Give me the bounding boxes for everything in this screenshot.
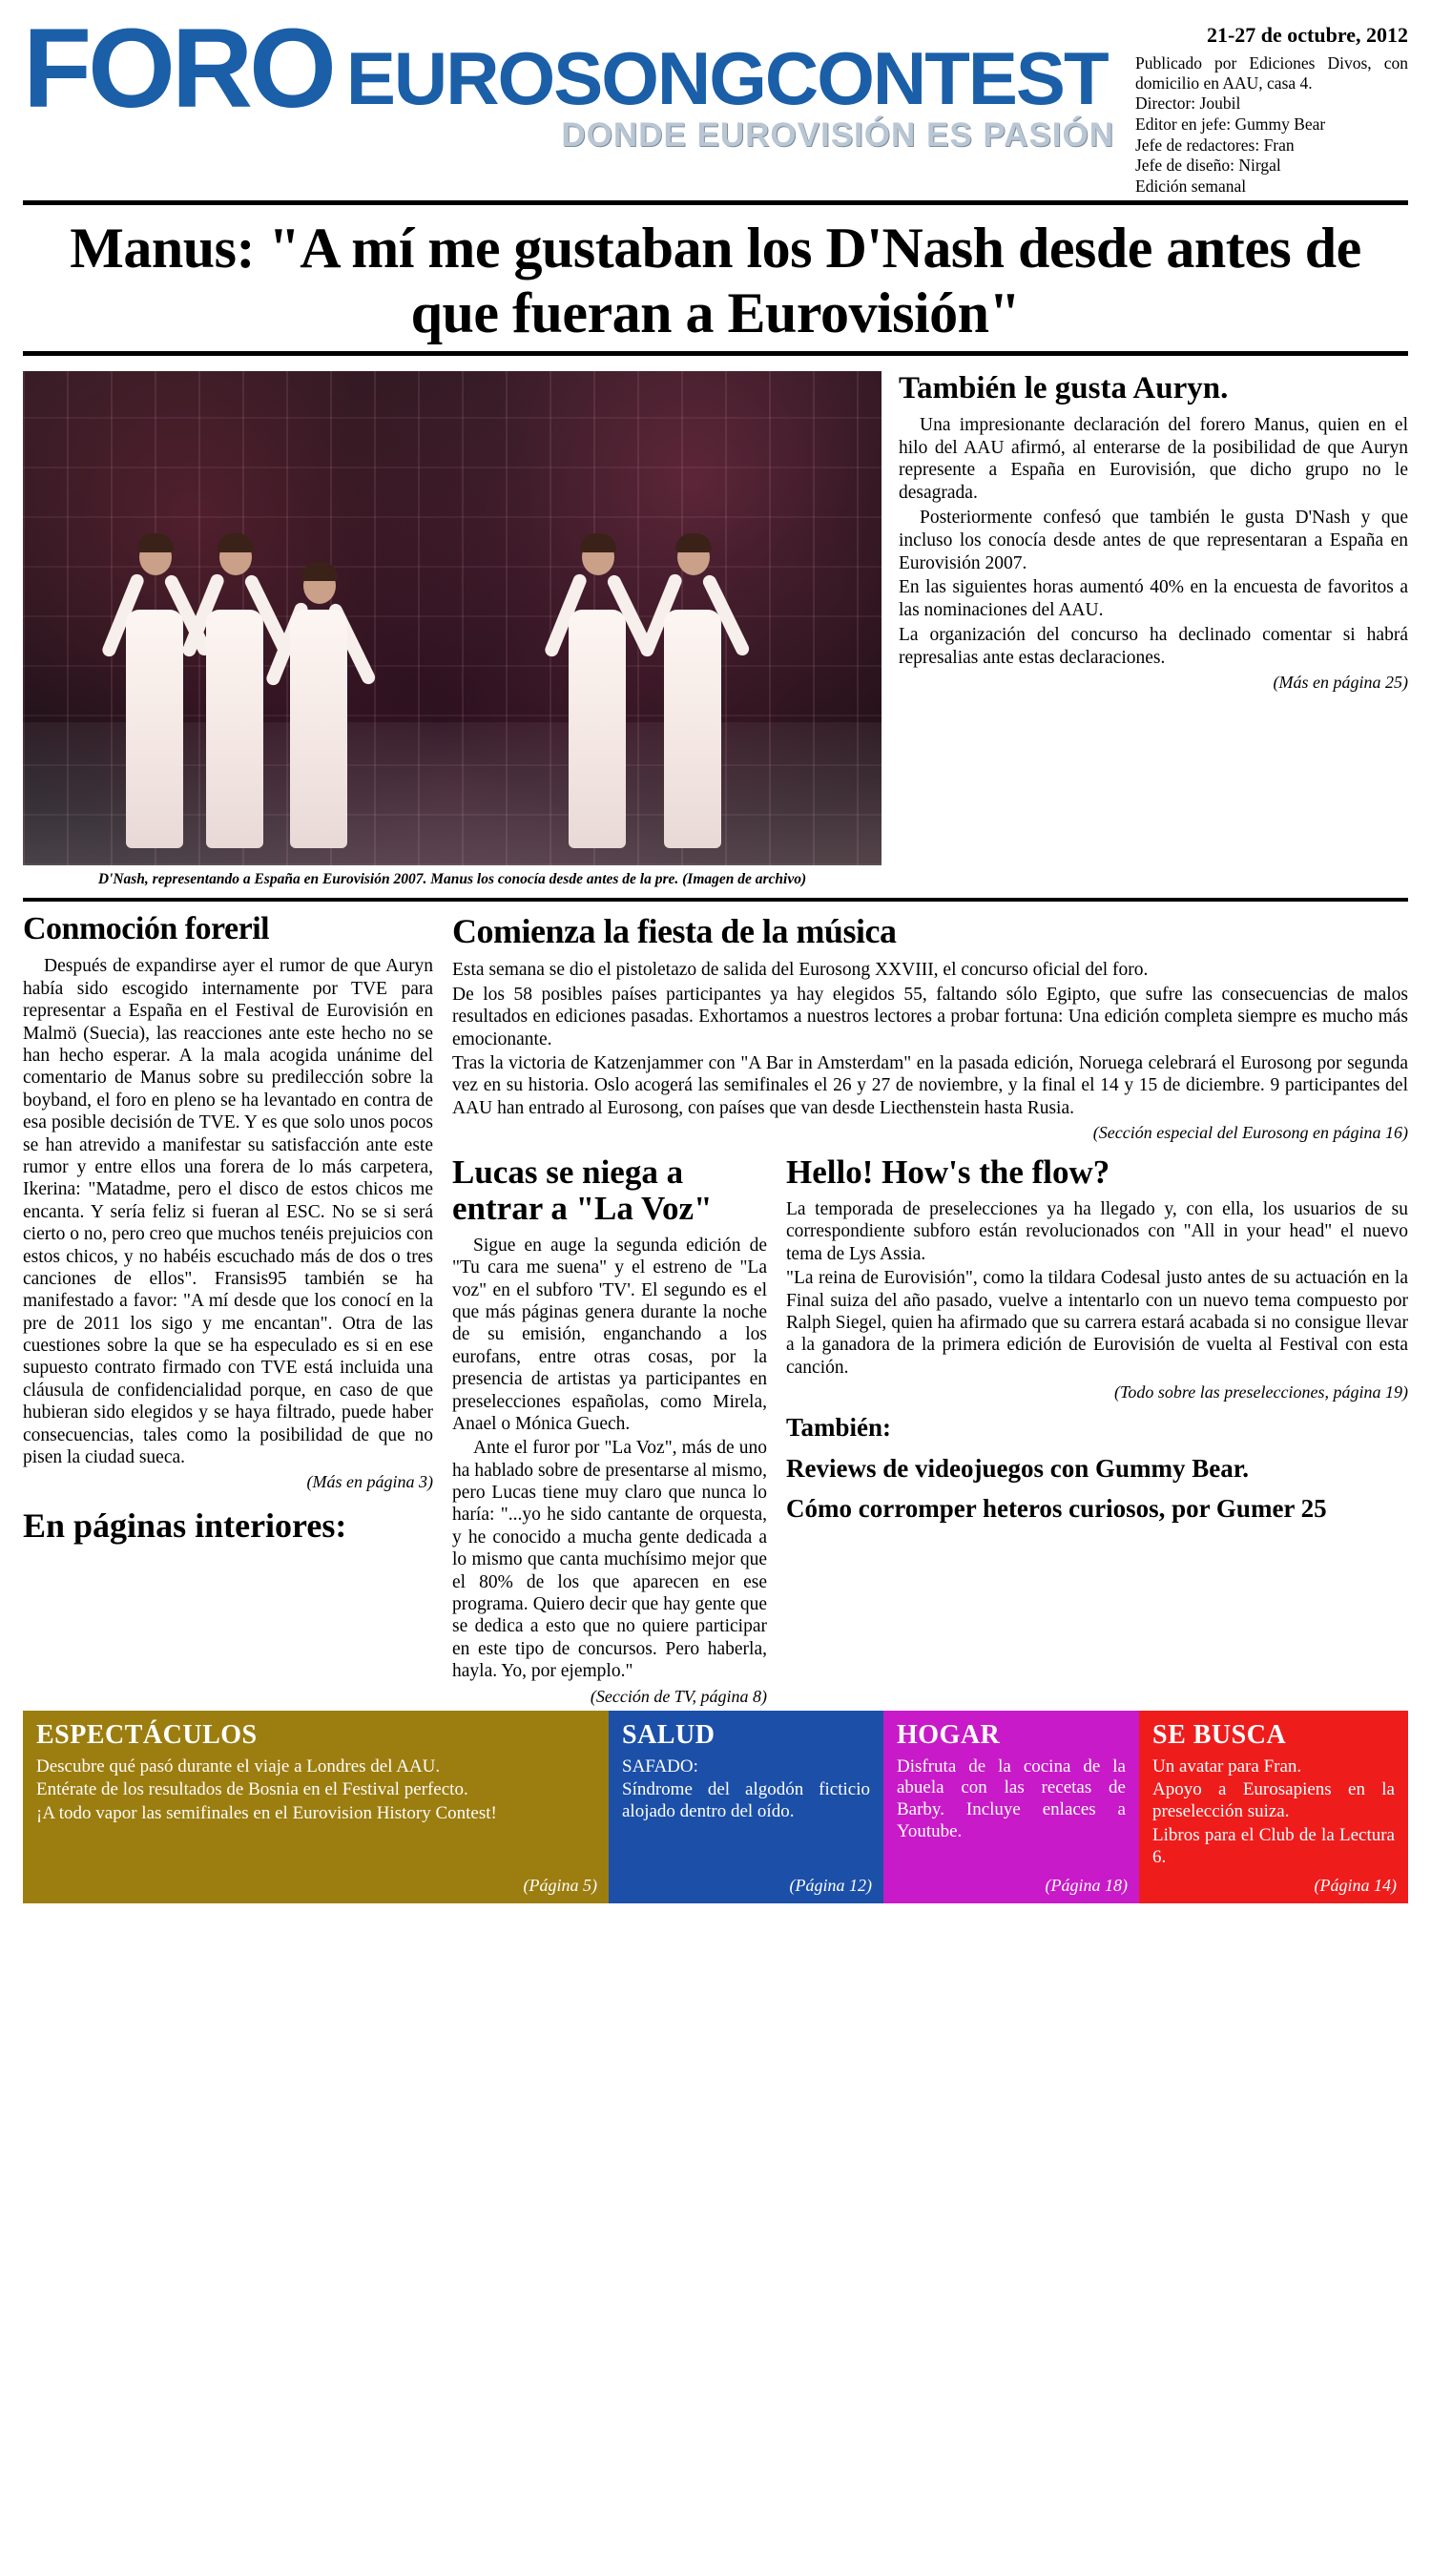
interior-pages-heading: En páginas interiores: (23, 1506, 347, 1546)
paragraph: Tras la victoria de Katzenjammer con "A Bar in Amsterdam" en la pasada edición, Noruega celebrará el Eurosong por segunda vez en su historia. Oslo acogerá las semifinales el 26 y 27 de noviembre, y la final el 14 y 15 de diciembre. 9 participantes del AAU han entrado al Eurosong, con países que van desde Liecthenstein hasta Rusia. (452, 1053, 1408, 1118)
hello-title: Hello! How's the flow? (786, 1153, 1110, 1192)
lucas-more-link[interactable]: (Sección de TV, página 8) (590, 1686, 767, 1706)
masthead (23, 6, 1408, 205)
box-title: HOGAR (897, 1719, 1001, 1750)
box-title: SE BUSCA (1152, 1719, 1287, 1750)
box-line: Descubre qué pasó durante el viaje a Londres del AAU. (36, 1755, 441, 1776)
box-line: Entérate de los resultados de Bosnia en el Festival perfecto. (36, 1779, 468, 1800)
lead-photo-column (23, 371, 881, 889)
tambien-label: También: (786, 1413, 892, 1443)
lead-story (23, 371, 1408, 889)
performer-figure (195, 533, 277, 848)
performer-figure (653, 533, 735, 848)
box-title: ESPECTÁCULOS (36, 1719, 258, 1750)
issue-date: 21-27 de octubre, 2012 (1206, 23, 1408, 47)
fiesta-title: Comienza la fiesta de la música (452, 912, 897, 951)
imprint (1135, 53, 1408, 196)
logo-tagline: DONDE EUROVISIÓN ES PASIÓN (561, 115, 1114, 154)
performer-figure (279, 562, 361, 848)
fiesta-more-link[interactable]: (Sección especial del Eurosong en página 16) (1092, 1123, 1408, 1143)
box-salud[interactable] (609, 1711, 883, 1903)
box-se-busca[interactable] (1139, 1711, 1408, 1903)
box-line: Apoyo a Eurosapiens en la preselección suiza. (1152, 1779, 1395, 1822)
logo-eurosongcontest: EUROSONGCONTEST (345, 36, 1108, 120)
box-line: Un avatar para Fran. (1152, 1755, 1302, 1776)
lead-text-column (899, 371, 1408, 889)
box-hogar[interactable] (883, 1711, 1139, 1903)
lead-paragraph: En las siguientes horas aumentó 40% en la encuesta de favoritos a las nominaciones del AAU. (899, 577, 1408, 621)
article-hello (786, 1154, 1408, 1706)
main-headline: Manus: "A mí me gustaban los D'Nash desde antes de que fueran a Eurovisión" (70, 217, 1361, 344)
paragraph: La temporada de preselecciones ya ha llegado y, con ella, los usuarios de su correspondiente subforo están revolucionados con "All in your head" el nuevo tema de Lys Assia. (786, 1198, 1408, 1264)
fiesta-body (452, 959, 1408, 1119)
logo-foro: FORO (23, 6, 333, 132)
tambien-item[interactable]: Reviews de videojuegos con Gummy Bear. (786, 1453, 1249, 1483)
box-page: (Página 12) (789, 1875, 872, 1895)
lead-subhead: También le gusta Auryn. (899, 370, 1229, 405)
box-page: (Página 18) (1045, 1875, 1128, 1895)
paragraph: "La reina de Eurovisión", como la tildara Codesal justo antes de su actuación en la Final suiza del año pasado, vuelve a intentarlo con un nuevo tema compuesto por Ralph Siegel, quien ha afirmado que su carrera estará acabada si no consigue llevar a la ganadora de la primera edición de Eurovisión de vuelta al Festival con esta canción. (786, 1268, 1408, 1378)
right-columns (452, 911, 1408, 1706)
article-conmocion (23, 911, 433, 1706)
lucas-body (452, 1235, 767, 1683)
paragraph: Esta semana se dio el pistoletazo de salida del Eurosong XXVIII, el concurso oficial del foro. (452, 960, 1149, 981)
box-page: (Página 14) (1314, 1875, 1397, 1895)
box-espectaculos[interactable] (23, 1711, 609, 1903)
conmocion-body (23, 955, 433, 1468)
lead-paragraph: La organización del concurso ha declinado comentar si habrá represalias ante estas declaraciones. (899, 624, 1408, 668)
lucas-title: Lucas se niega a entrar a "La Voz" (452, 1153, 713, 1227)
paragraph: De los 58 posibles países participantes ya hay elegidos 55, faltando sólo Egipto, que sufre las consecuencias de malos resultados en ediciones pasadas. Exhortamos a nuestros lectores a probar fortuna: Una edición completa siempre es mucho más emocionante. (452, 984, 1408, 1049)
conmocion-title: Conmoción foreril (23, 911, 270, 947)
imprint-line: Jefe de redactores: Fran (1135, 135, 1295, 155)
box-line: SAFADO: (622, 1755, 698, 1776)
box-title: SALUD (622, 1719, 716, 1750)
mid-section (23, 911, 1408, 1706)
box-line: Síndrome del algodón ficticio alojado dentro del oído. (622, 1779, 870, 1822)
interior-pages-boxes (23, 1711, 1408, 1903)
imprint-line: Jefe de diseño: Nirgal (1135, 156, 1281, 176)
imprint-line: Publicado por Ediciones Divos, con domicilio en AAU, casa 4. (1135, 53, 1408, 93)
box-page: (Página 5) (523, 1875, 597, 1895)
box-line: Libros para el Club de la Lectura 6. (1152, 1824, 1395, 1867)
box-line: Disfruta de la cocina de la abuela con las recetas de Barby. Incluye enlaces a Youtube. (897, 1755, 1126, 1841)
hello-more-link[interactable]: (Todo sobre las preselecciones, página 19) (1114, 1382, 1408, 1402)
hello-body (786, 1198, 1408, 1379)
lead-paragraph: Una impresionante declaración del forero Manus, quien en el hilo del AAU afirmó, al enterarse de la posibilidad de que Auryn represente a España en Eurovisión, que dicho grupo no le desagrada. (899, 414, 1408, 504)
performer-figure (557, 533, 639, 848)
conmocion-more-link[interactable]: (Más en página 3) (306, 1472, 433, 1492)
box-line: ¡A todo vapor las semifinales en el Eurovision History Contest! (36, 1803, 497, 1824)
sub-columns (452, 1154, 1408, 1706)
paragraph: Después de expandirse ayer el rumor de que Auryn había sido escogido internamente por TVE para representar a España en el Festival de Eurovisión en Malmö (Suecia), las reacciones ante este hecho no se han hecho esperar. A la mala acogida unánime del comentario de Manus sobre su predilección sobre la boyband, el foro en pleno se ha levantado en contra de esa posible decisión de TVE. Y es que solo unos pocos se han atrevido a manifestar su satisfacción ante este rumor y entre ellos una forera de lo más carpetera, Ikerina: "Matadme, pero el disco de estos chicos me encanta. Y sería feliz si fueran al ESC. No se si será cierto o no, pero creo que muchos tenéis prejuicios con estos chicos, y no habéis escuchado más de dos o tres canciones de ellos". Fransis95 también se ha manifestado a favor: "A mí desde que los conocí en la pre de 2011 los sigo y me encantan". Otra de las cuestiones sobre la que se ha especulado es si en ese supuesto contrato firmado con TVE está incluida una cláusula de confidencialidad porque, en caso de que hubieran sido elegidos y se haya filtrado, puede haber consecuencias, tales como la posibilidad de que no pisen la ciudad sueca. (23, 956, 433, 1468)
lead-more-link[interactable]: (Más en página 25) (1273, 673, 1408, 693)
imprint-line: Edición semanal (1135, 176, 1247, 196)
lead-paragraph: Posteriormente confesó que también le gusta D'Nash y que incluso los conocía desde antes de que representaran a España en Eurovisión 2007. (899, 507, 1408, 573)
section-rule (23, 898, 1408, 902)
imprint-line: Editor en jefe: Gummy Bear (1135, 114, 1326, 134)
tambien-item[interactable]: Cómo corromper heteros curiosos, por Gumer 25 (786, 1493, 1327, 1523)
article-lucas (452, 1154, 767, 1706)
dateline-block (1126, 17, 1408, 197)
lead-photo (23, 371, 881, 865)
headline-rule (23, 351, 1408, 356)
performer-figure (114, 533, 197, 848)
imprint-line: Director: Joubil (1135, 93, 1241, 114)
logo-block (23, 6, 1126, 155)
paragraph: Sigue en auge la segunda edición de "Tu cara me suena" y el estreno de "La voz" en el subforo 'TV'. El segundo es el que más páginas genera durante la noche de su emisión, enganchando a los eurofans, entre otras cosas, por la presencia de artistas ya participantes en preselecciones españolas, como Mirela, Anael o Mónica Guech. (452, 1235, 767, 1434)
photo-caption: D'Nash, representando a España en Eurovisión 2007. Manus los conocía desde antes de la pre. (Imagen de archivo) (97, 870, 807, 887)
paragraph: Ante el furor por "La Voz", más de uno ha hablado sobre de presentarse al mismo, pero Lucas tiene muy claro que nunca lo haría: "...yo he sido cantante de orquesta, y he conocido a mucha gente dedicada a lo mismo que canta muchísimo mejor que el 80% de los que aparecen en ese programa. Quiero decir que hay gente que se dedica a esto que no quiere participar en este tipo de concursos. Pero haberla, hayla. Yo, por ejemplo." (452, 1438, 767, 1682)
